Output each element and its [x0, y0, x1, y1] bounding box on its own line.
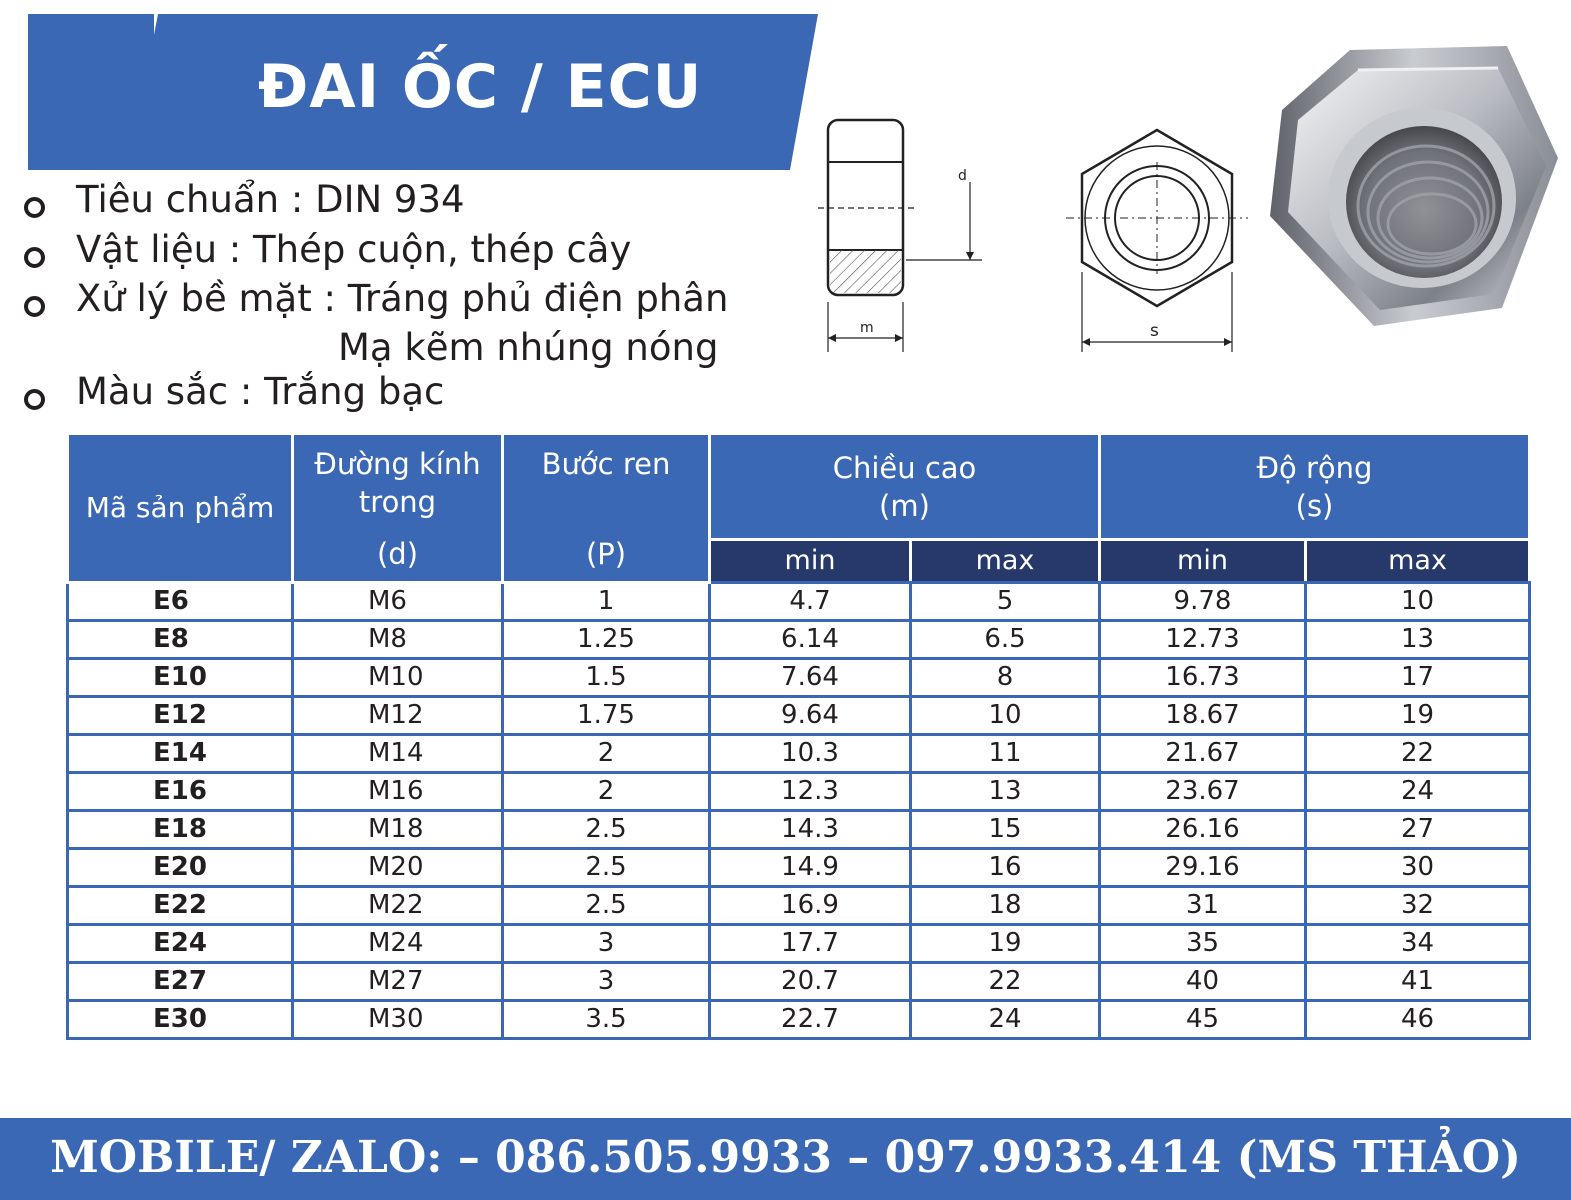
height-min-cell: 12.3 [710, 773, 911, 811]
code-cell: E30 [68, 1001, 293, 1039]
header-height-max: max [911, 540, 1100, 583]
pitch-cell: 2 [503, 773, 710, 811]
hex-nut-photo [1262, 40, 1562, 330]
header-width-min: min [1100, 540, 1306, 583]
height-min-cell: 7.64 [710, 659, 911, 697]
height-max-cell: 22 [911, 963, 1100, 1001]
table-body [68, 583, 1530, 1039]
width-max-cell: 13 [1306, 621, 1530, 659]
width-max-cell: 41 [1306, 963, 1530, 1001]
height-max-cell: 5 [911, 583, 1100, 621]
code-cell: E14 [68, 735, 293, 773]
width-max-cell: 17 [1306, 659, 1530, 697]
height-min-cell: 22.7 [710, 1001, 911, 1039]
height-max-cell: 19 [911, 925, 1100, 963]
pitch-cell: 2 [503, 735, 710, 773]
pitch-cell: 2.5 [503, 887, 710, 925]
spec-text: Xử lý bề mặt : Tráng phủ điện phân [76, 277, 729, 320]
table-row [68, 621, 1530, 659]
table-row [68, 887, 1530, 925]
table-row [68, 1001, 1530, 1039]
width-min-cell: 12.73 [1100, 621, 1306, 659]
pitch-cell: 1 [503, 583, 710, 621]
header-width: Độ rộng (s) [1100, 434, 1530, 540]
code-cell: E20 [68, 849, 293, 887]
spec-table [66, 432, 1531, 1040]
code-cell: E22 [68, 887, 293, 925]
header-product-code: Mã sản phẩm [68, 434, 293, 583]
bullet-icon [24, 197, 45, 218]
width-min-cell: 40 [1100, 963, 1306, 1001]
header-width-max: max [1306, 540, 1530, 583]
width-min-cell: 23.67 [1100, 773, 1306, 811]
page-title: ĐAI ỐC / ECU [258, 52, 703, 122]
width-min-cell: 16.73 [1100, 659, 1306, 697]
height-max-cell: 11 [911, 735, 1100, 773]
pitch-cell: 2.5 [503, 849, 710, 887]
contact-text: MOBILE/ ZALO: – 086.505.9933 – 097.9933.414 (MS THẢO) [50, 1132, 1521, 1183]
pitch-cell: 2.5 [503, 811, 710, 849]
width-max-cell: 27 [1306, 811, 1530, 849]
table-row [68, 735, 1530, 773]
header-thread-pitch: Bước ren (P) [503, 434, 710, 583]
table-row [68, 697, 1530, 735]
width-min-cell: 45 [1100, 1001, 1306, 1039]
diameter-cell: M20 [293, 849, 503, 887]
pitch-cell: 1.75 [503, 697, 710, 735]
height-min-cell: 16.9 [710, 887, 911, 925]
code-cell: E18 [68, 811, 293, 849]
height-min-cell: 9.64 [710, 697, 911, 735]
height-min-cell: 10.3 [710, 735, 911, 773]
code-cell: E6 [68, 583, 293, 621]
height-max-cell: 10 [911, 697, 1100, 735]
nut-front-view-drawing [1060, 122, 1250, 357]
code-cell: E12 [68, 697, 293, 735]
diameter-cell: M14 [293, 735, 503, 773]
height-min-cell: 17.7 [710, 925, 911, 963]
pitch-cell: 3.5 [503, 1001, 710, 1039]
diameter-cell: M30 [293, 1001, 503, 1039]
diameter-cell: M6 [293, 583, 503, 621]
dimension-label-s: s [1150, 321, 1159, 341]
width-min-cell: 21.67 [1100, 735, 1306, 773]
pitch-cell: 1.25 [503, 621, 710, 659]
diameter-cell: M22 [293, 887, 503, 925]
height-max-cell: 18 [911, 887, 1100, 925]
width-max-cell: 24 [1306, 773, 1530, 811]
bullet-icon [24, 296, 45, 317]
width-max-cell: 10 [1306, 583, 1530, 621]
width-max-cell: 30 [1306, 849, 1530, 887]
width-max-cell: 22 [1306, 735, 1530, 773]
height-min-cell: 4.7 [710, 583, 911, 621]
diameter-cell: M27 [293, 963, 503, 1001]
diameter-cell: M24 [293, 925, 503, 963]
spec-text: Mạ kẽm nhúng nóng [338, 326, 719, 369]
header-inner-diameter: Đường kính trong (d) [293, 434, 503, 583]
bullet-icon [24, 389, 45, 410]
height-max-cell: 8 [911, 659, 1100, 697]
height-max-cell: 13 [911, 773, 1100, 811]
code-cell: E8 [68, 621, 293, 659]
pitch-cell: 1.5 [503, 659, 710, 697]
pitch-cell: 3 [503, 963, 710, 1001]
width-max-cell: 34 [1306, 925, 1530, 963]
table-row [68, 925, 1530, 963]
code-cell: E27 [68, 963, 293, 1001]
code-cell: E10 [68, 659, 293, 697]
height-max-cell: 15 [911, 811, 1100, 849]
header-height: Chiều cao (m) [710, 434, 1100, 540]
code-cell: E16 [68, 773, 293, 811]
diameter-cell: M12 [293, 697, 503, 735]
diameter-cell: M10 [293, 659, 503, 697]
nut-side-view-drawing [810, 112, 1000, 357]
height-min-cell: 20.7 [710, 963, 911, 1001]
width-max-cell: 46 [1306, 1001, 1530, 1039]
diameter-cell: M18 [293, 811, 503, 849]
diameter-cell: M8 [293, 621, 503, 659]
height-min-cell: 14.9 [710, 849, 911, 887]
dimension-label-m: m [860, 320, 874, 336]
width-min-cell: 35 [1100, 925, 1306, 963]
spec-text: Tiêu chuẩn : DIN 934 [76, 178, 465, 221]
diameter-cell: M16 [293, 773, 503, 811]
table-row [68, 773, 1530, 811]
height-min-cell: 6.14 [710, 621, 911, 659]
width-min-cell: 18.67 [1100, 697, 1306, 735]
spec-text: Màu sắc : Trắng bạc [76, 370, 445, 413]
height-max-cell: 16 [911, 849, 1100, 887]
width-max-cell: 32 [1306, 887, 1530, 925]
table-row [68, 583, 1530, 621]
header-height-min: min [710, 540, 911, 583]
height-max-cell: 24 [911, 1001, 1100, 1039]
width-min-cell: 31 [1100, 887, 1306, 925]
width-max-cell: 19 [1306, 697, 1530, 735]
table-row [68, 811, 1530, 849]
bullet-icon [24, 247, 45, 268]
table-row [68, 659, 1530, 697]
width-min-cell: 9.78 [1100, 583, 1306, 621]
width-min-cell: 29.16 [1100, 849, 1306, 887]
width-min-cell: 26.16 [1100, 811, 1306, 849]
code-cell: E24 [68, 925, 293, 963]
dimension-label-d: d [958, 168, 967, 184]
contact-footer [0, 1118, 1571, 1200]
pitch-cell: 3 [503, 925, 710, 963]
table-row [68, 963, 1530, 1001]
table-row [68, 849, 1530, 887]
height-max-cell: 6.5 [911, 621, 1100, 659]
height-min-cell: 14.3 [710, 811, 911, 849]
spec-text: Vật liệu : Thép cuộn, thép cây [76, 228, 632, 271]
